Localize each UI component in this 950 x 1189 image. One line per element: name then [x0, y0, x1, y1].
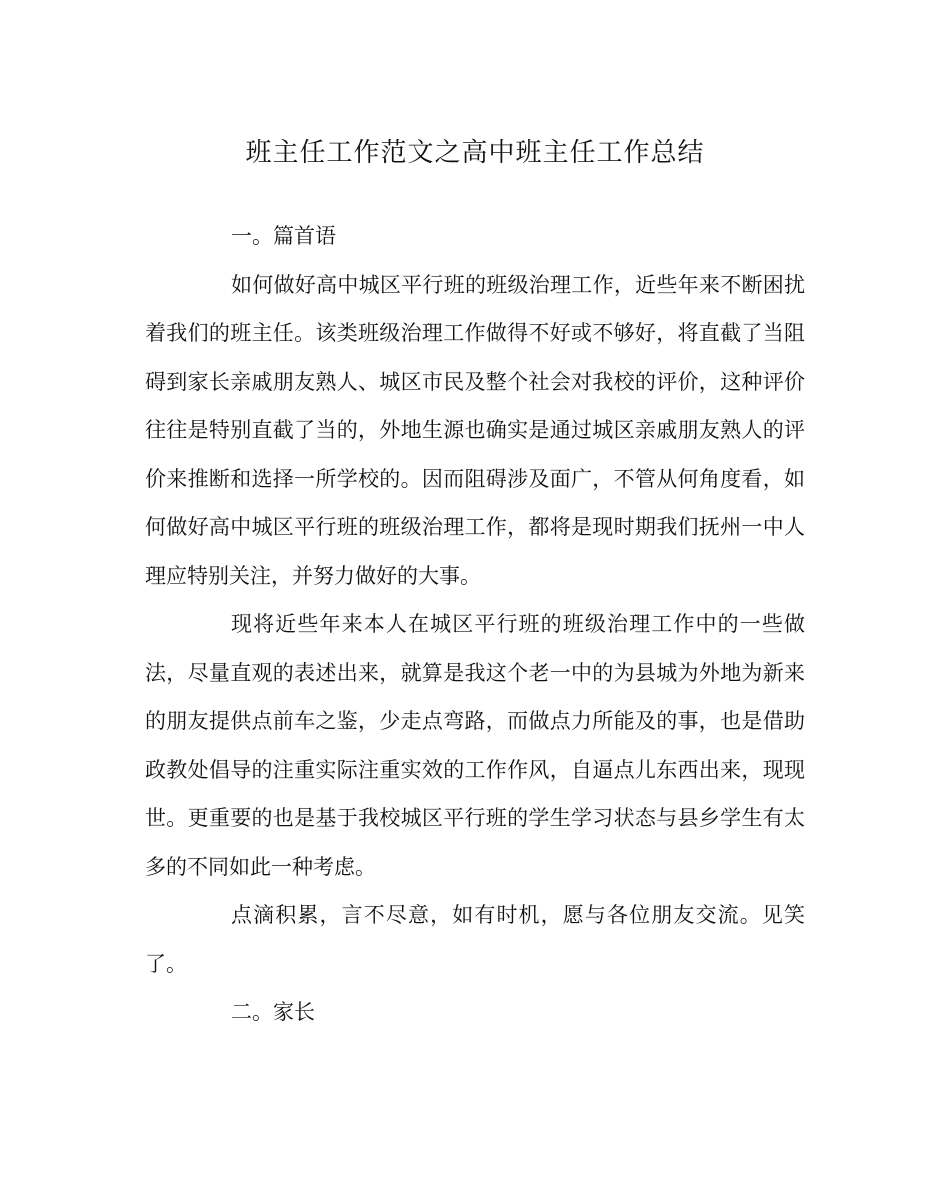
body-paragraph-2: 现将近些年来本人在城区平行班的班级治理工作中的一些做法，尽量直观的表述出来，就算是我这个老一中的为县城为外地为新来的朋友提供点前车之鉴，少走点弯路，而做点力所能及的事，也是借助政教处倡导的注重实际注重实效的工作作风，自逼点儿东西出来，现现世。更重要的也是基于我校城区平行班的学生学习状态与县乡学生有太多的不同如此一种考虑。	[145, 612, 805, 879]
body-paragraph-3: 点滴积累，言不尽意，如有时机，愿与各位朋友交流。见笑了。	[145, 903, 805, 976]
page-title: 班主任工作范文之高中班主任工作总结	[245, 138, 705, 168]
document-body	[145, 212, 805, 1037]
section-heading-2: 二。家长	[231, 1000, 315, 1024]
body-paragraph-1: 如何做好高中城区平行班的班级治理工作，近些年来不断困扰着我们的班主任。该类班级治理工作做得不好或不够好，将直截了当阻碍到家长亲戚朋友熟人、城区市民及整个社会对我校的评价，这种评价往往是特别直截了当的，外地生源也确实是通过城区亲戚朋友熟人的评价来推断和选择一所学校的。因而阻碍涉及面广，不管从何角度看，如何做好高中城区平行班的班级治理工作，都将是现时期我们抚州一中人理应特别关注，并努力做好的大事。	[145, 272, 805, 588]
section-heading-1: 一。篇首语	[231, 224, 336, 248]
